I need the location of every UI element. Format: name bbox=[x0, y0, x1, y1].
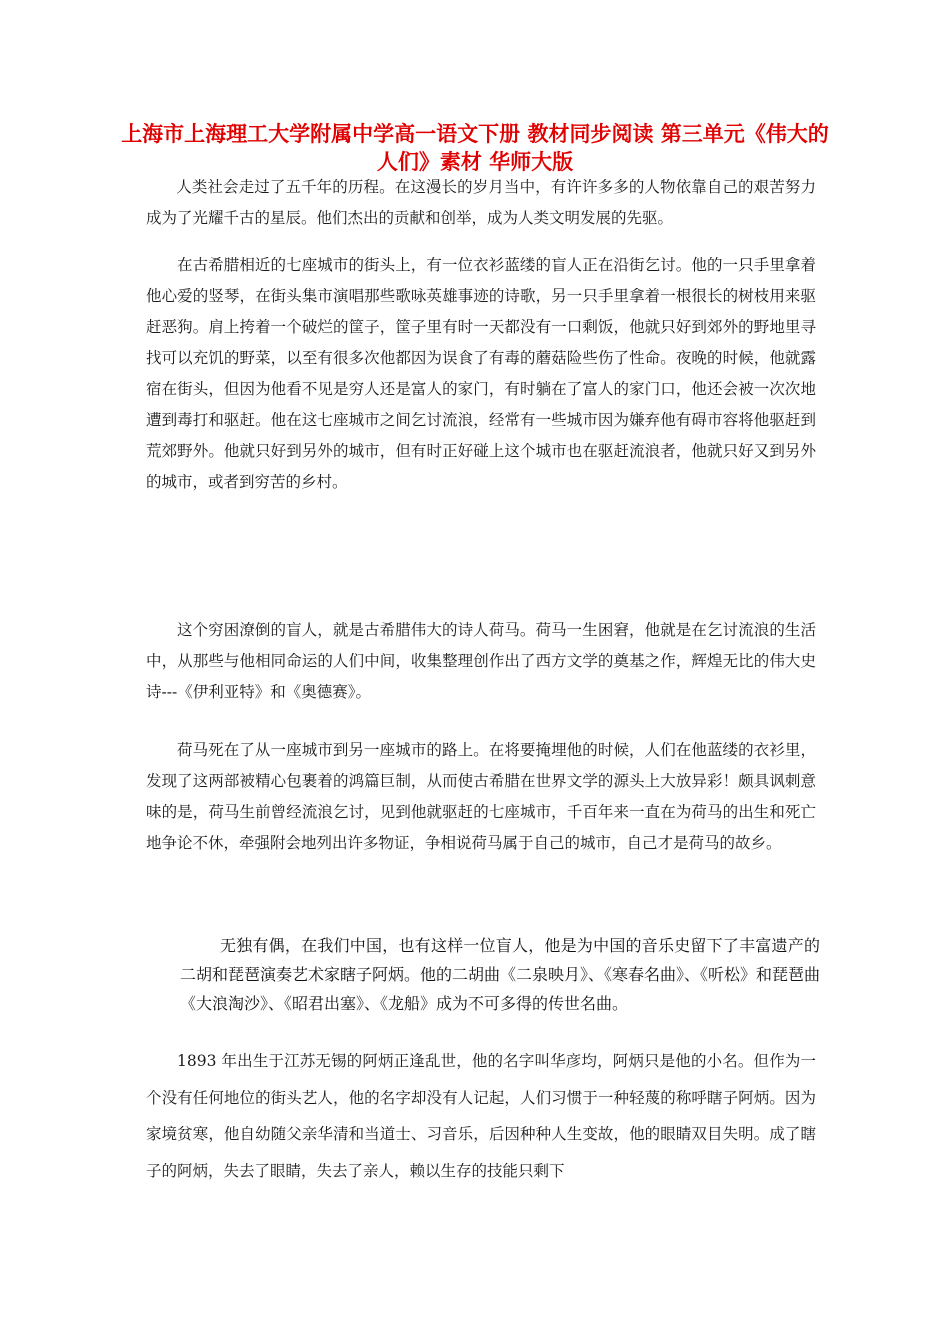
paragraph-abing-intro: 无独有偶，在我们中国，也有这样一位盲人，他是为中国的音乐史留下了丰富遗产的二胡和琵琶演奏艺术家瞎子阿炳。他的二胡曲《二泉映月》、《寒春名曲》、《听松》和琵琶曲《大浪淘沙》、《昭君出塞》、《龙船》成为不可多得的传世名曲。 bbox=[180, 936, 821, 1013]
paragraph-homer-begging: 在古希腊相近的七座城市的街头上，有一位衣衫蓝缕的盲人正在沿街乞讨。他的一只手里拿着他心爱的竖琴，在街头集市演唱那些歌咏英雄事迹的诗歌，另一只手里拿着一根很长的树枝用来驱赶恶狗。肩上挎着一个破烂的筐子，筐子里有时一天都没有一口剩饭，他就只好到郊外的野地里寻找可以充饥的野菜，以至有很多次他都因为误食了有毒的蘑菇险些伤了性命。夜晚的时候，他就露宿在街头，但因为他看不见是穷人还是富人的家门，有时躺在了富人的家门口，他还会被一次次地遭到毒打和驱赶。他在这七座城市之间乞讨流浪，经常有一些城市因为嫌弃他有碍市容将他驱赶到荒郊野外。他就只好到另外的城市，但有时正好碰上这个城市也在驱赶流浪者，他就只好又到另外的城市，或者到穷苦的乡村。 bbox=[146, 256, 816, 491]
paragraph-abing-life: 1893 年出生于江苏无锡的阿炳正逢乱世，他的名字叫华彦均，阿炳只是他的小名。但作为一个没有任何地位的街头艺人，他的名字却没有人记起，人们习惯于一种轻蔑的称呼瞎子阿炳。因为家境贫寒，他自幼随父亲华清和当道士、习音乐，后因种种人生变故，他的眼睛双目失明。成了瞎子的阿炳，失去了眼睛，失去了亲人，赖以生存的技能只剩下 bbox=[146, 1052, 816, 1180]
paragraph-intro: 人类社会走过了五千年的历程。在这漫长的岁月当中，有许许多多的人物依靠自己的艰苦努力成为了光耀千古的星辰。他们杰出的贡献和创举，成为人类文明发展的先驱。 bbox=[146, 178, 816, 227]
paragraph-homer-death: 荷马死在了从一座城市到另一座城市的路上。在将要掩埋他的时候，人们在他蓝缕的衣衫里，发现了这两部被精心包裹着的鸿篇巨制，从而使古希腊在世界文学的源头上大放异彩！颇具讽刺意味的是，荷马生前曾经流浪乞讨，见到他就驱赶的七座城市，千百年来一直在为荷马的出生和死亡地争论不休，牵强附会地列出许多物证，争相说荷马属于自己的城市，自己才是荷马的故乡。 bbox=[146, 741, 816, 852]
paragraph-homer-identity: 这个穷困潦倒的盲人，就是古希腊伟大的诗人荷马。荷马一生困窘，他就是在乞讨流浪的生活中，从那些与他相同命运的人们中间，收集整理创作出了西方文学的奠基之作，辉煌无比的伟大史诗---《伊利亚特》和《奥德赛》。 bbox=[146, 621, 816, 701]
document-title: 上海市上海理工大学附属中学高一语文下册 教材同步阅读 第三单元《伟大的人们》素材 华师大版 bbox=[121, 121, 829, 174]
